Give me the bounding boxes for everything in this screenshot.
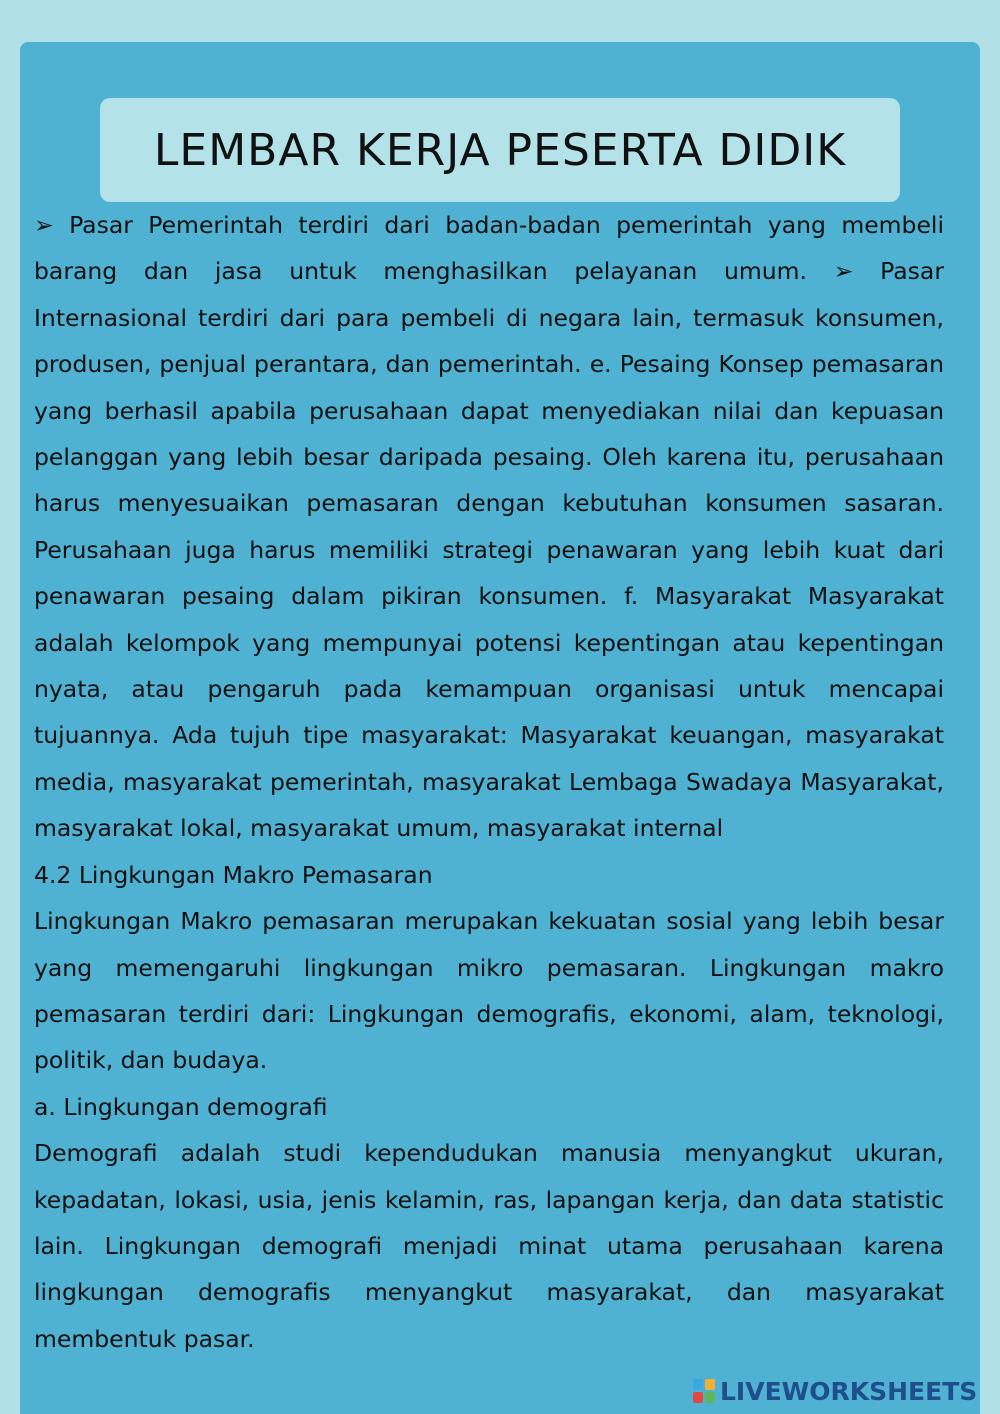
liveworksheets-watermark xyxy=(692,1374,977,1408)
section-heading-4-2: 4.2 Lingkungan Makro Pemasaran xyxy=(34,860,433,889)
page-title: LEMBAR KERJA PESERTA DIDIK xyxy=(153,124,847,176)
watermark-text: LIVEWORKSHEETS xyxy=(720,1376,978,1406)
worksheet-content xyxy=(34,202,944,1362)
body-paragraph-3: Demografi adalah studi kependudukan manusia menyangkut ukuran, kepadatan, lokasi, usia, jenis kelamin, ras, lapangan kerja, dan data statistic lain. Lingkungan demografi menjadi minat utama perusahaan karena lingkungan demografis menyangkut masyarakat, dan masyarakat membentuk pasar. xyxy=(34,1139,944,1353)
title-box xyxy=(100,98,900,202)
liveworksheets-logo-icon xyxy=(692,1379,716,1403)
body-paragraph-1: ➢ Pasar Pemerintah terdiri dari badan-badan pemerintah yang membeli barang dan jasa untuk menghasilkan pelayanan umum. ➢ Pasar Internasional terdiri dari para pembeli di negara lain, termasuk konsumen, produsen, penjual perantara, dan pemerintah. e. Pesaing Konsep pemasaran yang berhasil apabila perusahaan dapat menyediakan nilai dan kepuasan pelanggan yang lebih besar daripada pesaing. Oleh karena itu, perusahaan harus menyesuaikan pemasaran dengan kebutuhan konsumen sasaran. Perusahaan juga harus memiliki strategi penawaran yang lebih kuat dari penawaran pesaing dalam pikiran konsumen. f. Masyarakat Masyarakat adalah kelompok yang mempunyai potensi kepentingan atau kepentingan nyata, atau pengaruh pada kemampuan organisasi untuk mencapai tujuannya. Ada tujuh tipe masyarakat: Masyarakat keuangan, masyarakat media, masyarakat pemerintah, masyarakat Lembaga Swadaya Masyarakat, masyarakat lokal, masyarakat umum, masyarakat internal xyxy=(34,211,944,843)
subsection-heading-a: a. Lingkungan demografi xyxy=(34,1092,328,1121)
body-paragraph-2: Lingkungan Makro pemasaran merupakan kekuatan sosial yang lebih besar yang memengaruhi lingkungan mikro pemasaran. Lingkungan makro pemasaran terdiri dari: Lingkungan demografis, ekonomi, alam, teknologi, politik, dan budaya. xyxy=(34,907,944,1075)
